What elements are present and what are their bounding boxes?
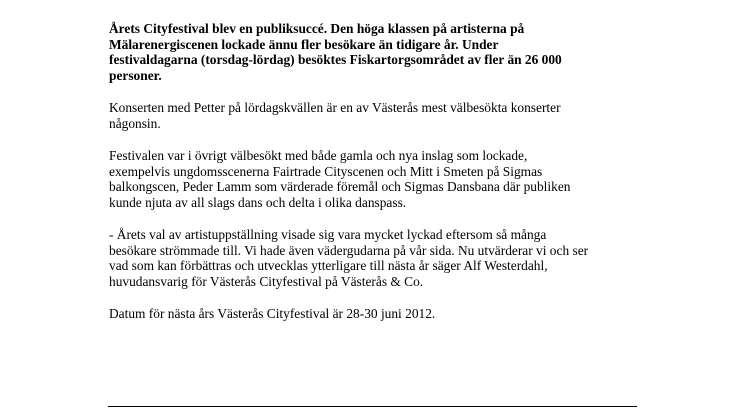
text-line: exempelvis ungdomsscenerna Fairtrade Cityscenen och Mitt i Smeten på Sigmas	[109, 163, 543, 179]
text-line: festivaldagarna (torsdag-lördag) besöktes Fiskartorgsområdet av fler än 26 000	[109, 52, 562, 67]
paragraph-spacer	[109, 83, 649, 100]
footer-divider	[108, 406, 637, 407]
text-line: Festivalen var i övrigt välbesökt med både gamla och nya inslag som lockade,	[109, 148, 528, 163]
text-line: Mälarenergiscenen lockade ännu fler besökare än tidigare år. Under	[109, 36, 499, 52]
text-line: kunde njuta av all slags dans och delta i olika danspass.	[109, 194, 407, 210]
text-line: - Årets val av artistuppställning visade sig vara mycket lyckad eftersom så många	[109, 227, 547, 242]
text-line: balkongscen, Peder Lamm som värderade föremål och Sigmas Dansbana där publiken	[109, 179, 571, 194]
text-line: vad som kan förbättras och utvecklas ytterligare till nästa år säger Alf Westerdahl,	[109, 258, 548, 273]
quote-paragraph	[109, 227, 649, 289]
paragraph-spacer	[109, 210, 649, 227]
body-paragraph	[109, 148, 649, 210]
date-paragraph	[109, 306, 649, 322]
text-line: Årets Cityfestival blev en publiksuccé. Den höga klassen på artisterna på	[109, 21, 525, 36]
text-line: Datum för nästa års Västerås Cityfestival är 28-30 juni 2012.	[109, 306, 436, 321]
body-paragraph	[109, 100, 649, 131]
paragraph-spacer	[109, 289, 649, 306]
document-page	[109, 21, 649, 322]
text-line: Konserten med Petter på lördagskvällen är en av Västerås mest välbesökta konserter	[109, 100, 561, 115]
text-line: någonsin.	[109, 115, 161, 131]
text-line: personer.	[109, 67, 162, 83]
paragraph-spacer	[109, 131, 649, 148]
lead-paragraph	[109, 21, 649, 83]
text-line: huvudansvarig för Västerås Cityfestival på Västerås & Co.	[109, 273, 424, 289]
text-line: besökare strömmade till. Vi hade även vädergudarna på vår sida. Nu utvärderar vi och ser	[109, 242, 589, 258]
